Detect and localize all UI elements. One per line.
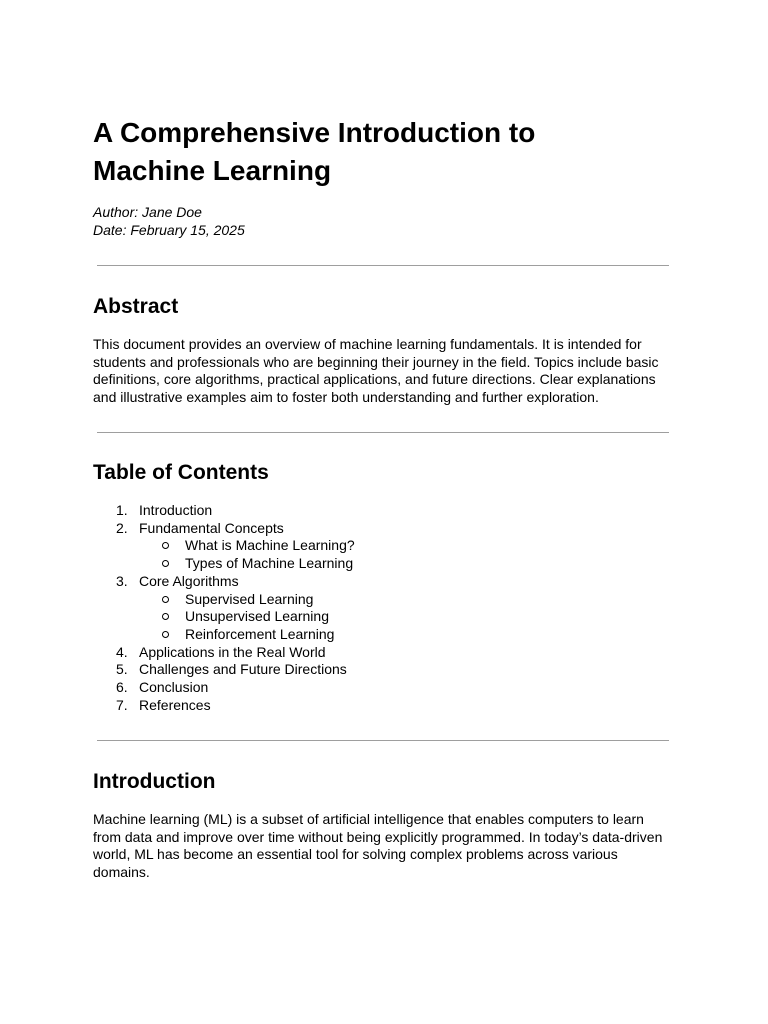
abstract-text: This document provides an overview of machine learning fundamentals. It is intended for students and professionals who are beginning their journey in the field. Topics include basic definitions, core algorithms, practical applications, and future directions. Clear explanations and illustrative examples aim to foster both understanding and further exploration. xyxy=(93,336,659,405)
toc-item-number: 1. xyxy=(116,502,128,518)
toc-item-label[interactable]: Applications in the Real World xyxy=(139,643,326,660)
toc-subitem-label[interactable]: Types of Machine Learning xyxy=(185,555,354,572)
toc-subitem[interactable] xyxy=(93,591,355,609)
toc-subitem[interactable] xyxy=(93,537,355,555)
toc-item[interactable] xyxy=(93,573,355,644)
toc-item-number: 3. xyxy=(116,572,128,589)
toc-item-number: 2. xyxy=(116,519,128,536)
toc-item-label[interactable]: Challenges and Future Directions xyxy=(139,661,347,678)
toc-item[interactable] xyxy=(93,644,355,662)
toc-item-number: 6. xyxy=(116,679,128,696)
document-meta xyxy=(93,203,245,239)
author-line: Author: Jane Doe xyxy=(93,204,202,220)
table-of-contents xyxy=(93,502,355,714)
hollow-bullet-icon xyxy=(162,560,169,567)
introduction-text: Machine learning (ML) is a subset of artificial intelligence that enables computers to learn from data and improve over time without being explicitly programmed. In today’s data-driven world, ML has become an essential tool for solving complex problems across various domains. xyxy=(93,811,663,880)
hollow-bullet-icon xyxy=(162,596,169,603)
section-divider xyxy=(97,265,669,266)
toc-item[interactable] xyxy=(93,661,355,679)
toc-item-label[interactable]: References xyxy=(139,696,211,713)
toc-item-label[interactable]: Introduction xyxy=(139,502,213,518)
hollow-bullet-icon xyxy=(162,631,169,638)
date-line: Date: February 15, 2025 xyxy=(93,222,245,238)
toc-item-label[interactable]: Conclusion xyxy=(139,679,209,696)
toc-item-number: 4. xyxy=(116,643,128,660)
section-divider xyxy=(97,432,669,433)
toc-subitem[interactable] xyxy=(93,626,355,644)
toc-subitem-label[interactable]: Reinforcement Learning xyxy=(185,625,335,642)
hollow-bullet-icon xyxy=(162,613,169,620)
toc-heading: Table of Contents xyxy=(93,461,269,484)
toc-subitem-label[interactable]: What is Machine Learning? xyxy=(185,537,355,554)
document-title: A Comprehensive Introduction to Machine Learning xyxy=(93,117,536,186)
section-divider xyxy=(97,740,669,741)
toc-subitem-label[interactable]: Supervised Learning xyxy=(185,590,314,607)
introduction-heading: Introduction xyxy=(93,770,216,793)
toc-item[interactable] xyxy=(93,679,355,697)
toc-item-label[interactable]: Core Algorithms xyxy=(139,572,239,589)
toc-item[interactable] xyxy=(93,502,355,520)
toc-sublist xyxy=(139,591,355,644)
toc-item-number: 7. xyxy=(116,696,128,713)
toc-subitem[interactable] xyxy=(93,608,355,626)
toc-item[interactable] xyxy=(93,697,355,715)
toc-item-number: 5. xyxy=(116,661,128,678)
toc-sublist xyxy=(139,537,355,572)
toc-subitem-label[interactable]: Unsupervised Learning xyxy=(185,608,329,625)
abstract-heading: Abstract xyxy=(93,295,179,318)
hollow-bullet-icon xyxy=(162,542,169,549)
toc-subitem[interactable] xyxy=(93,555,355,573)
toc-item[interactable] xyxy=(93,520,355,573)
toc-item-label[interactable]: Fundamental Concepts xyxy=(139,519,284,536)
